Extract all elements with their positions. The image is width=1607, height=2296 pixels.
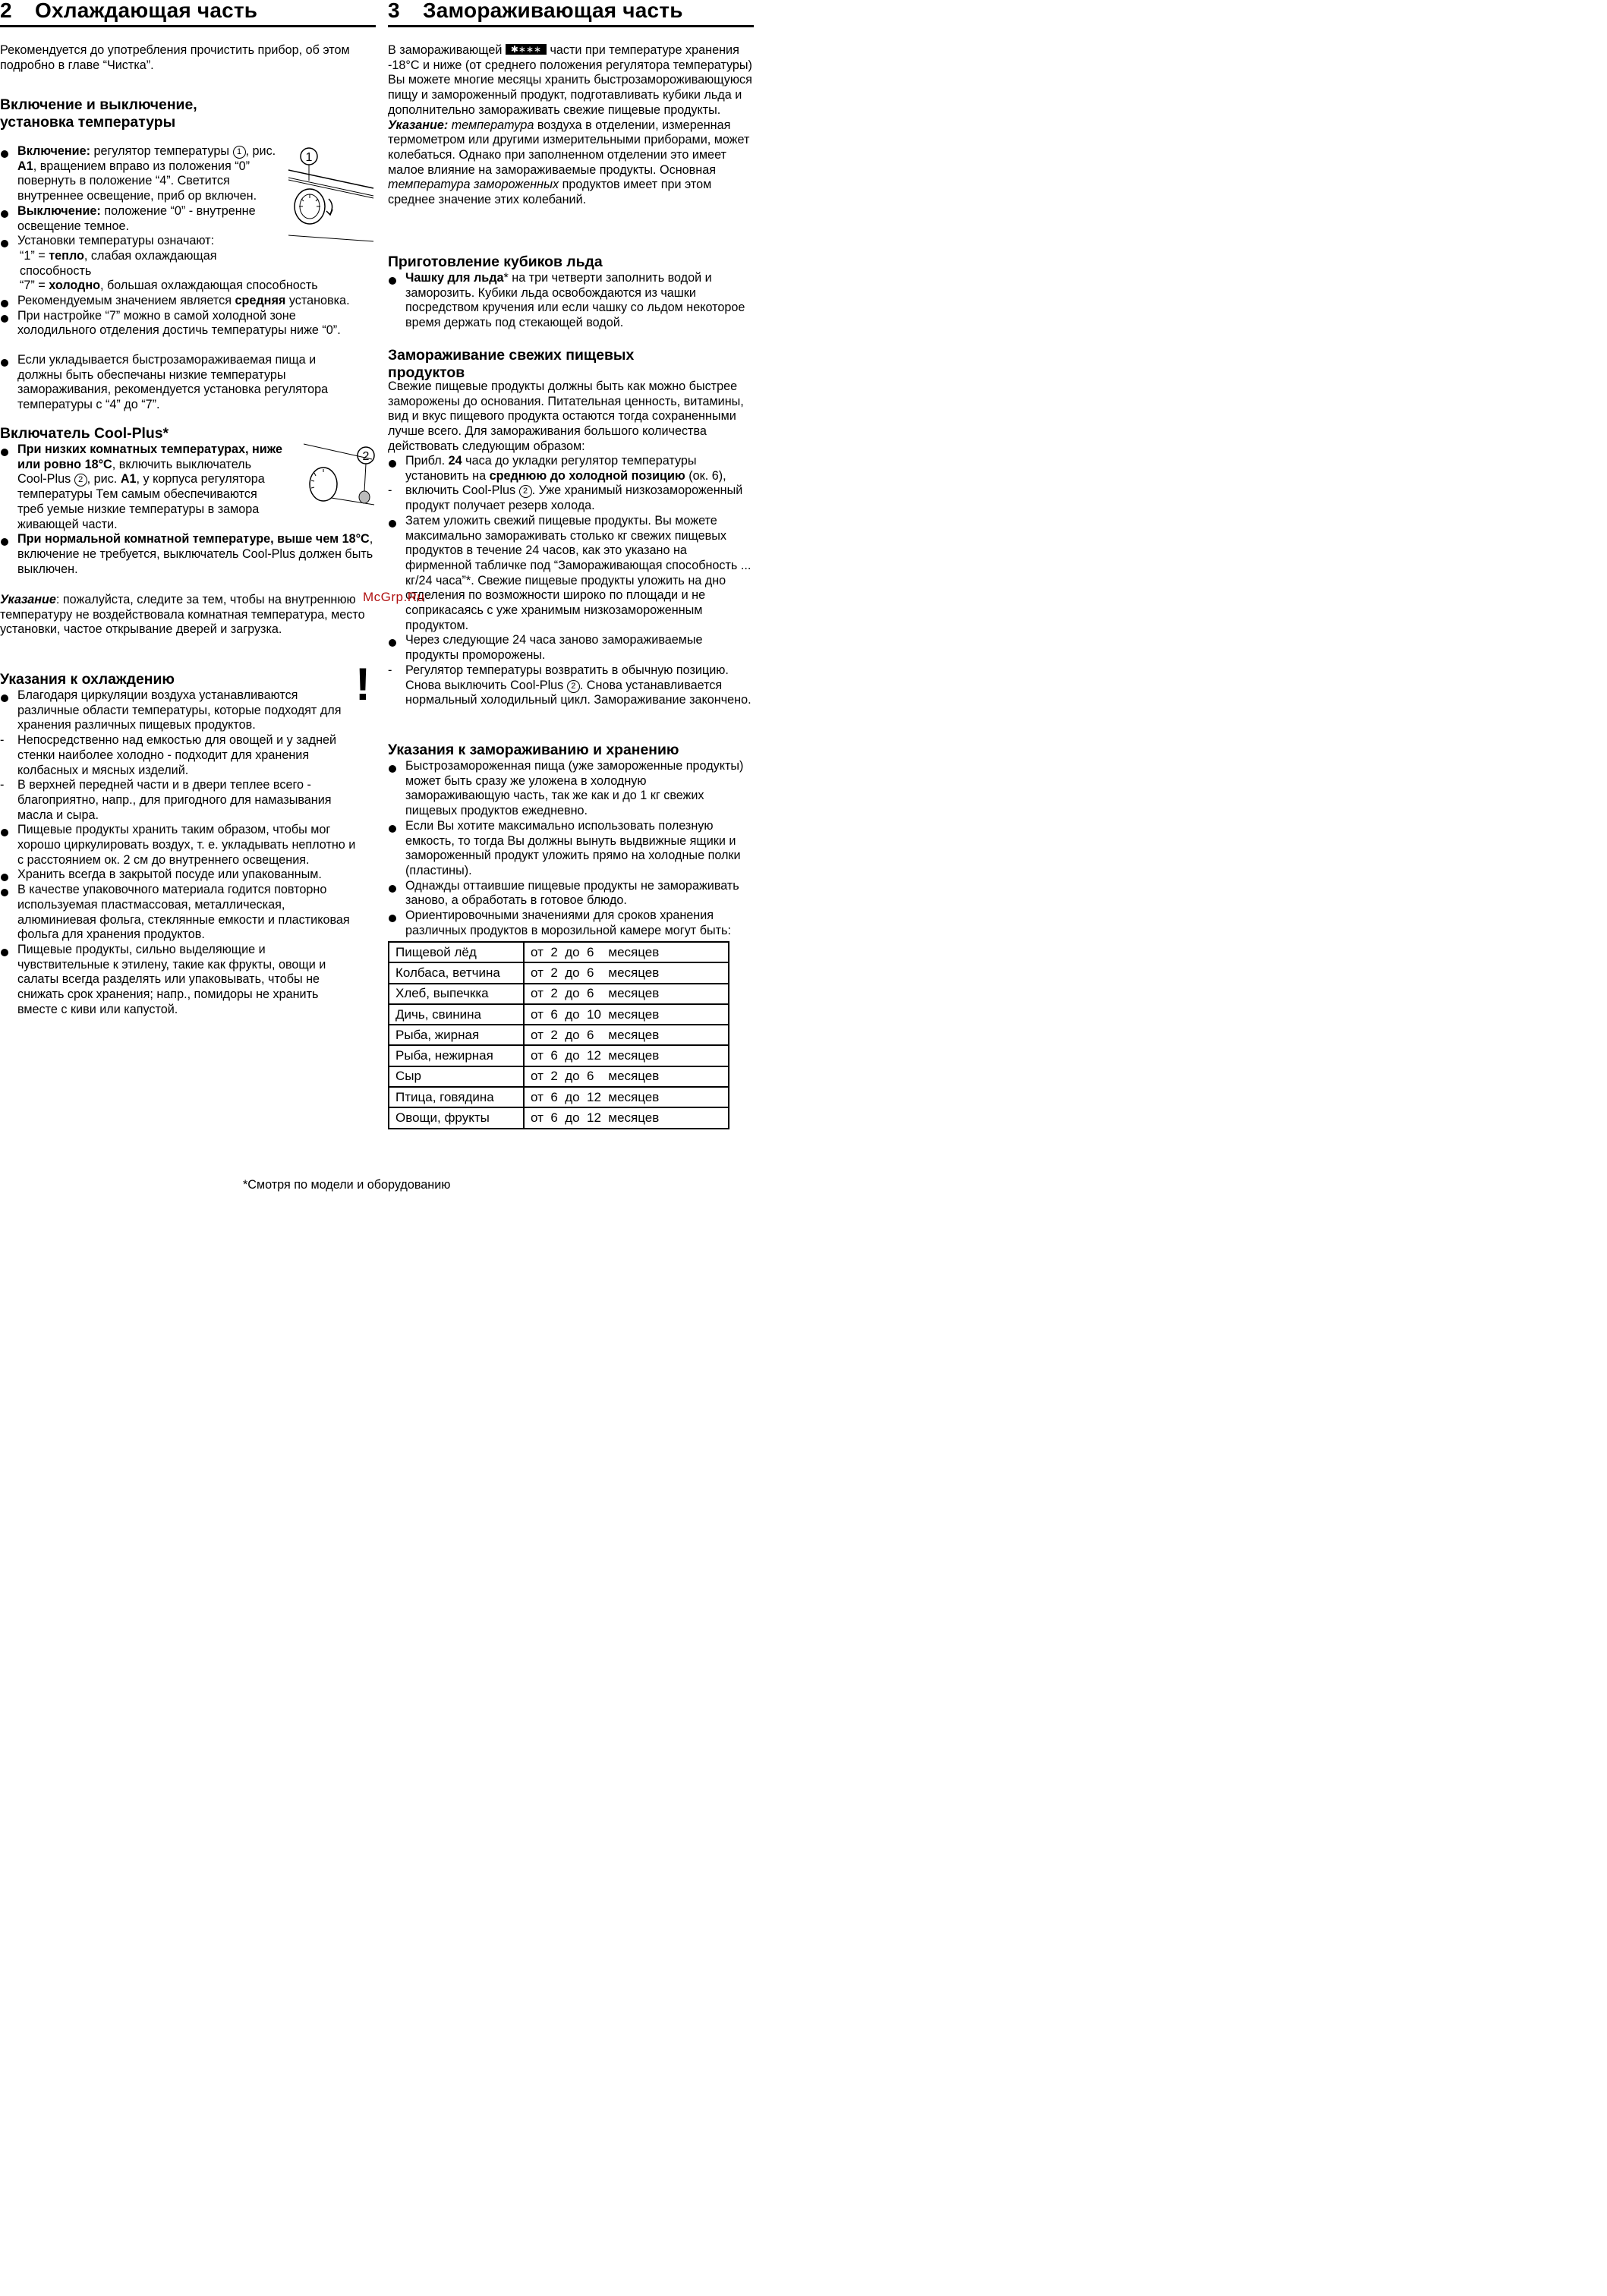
- list-item: - Непосредственно над емкостью для овощей и у задней стенки наиболее холодно - подходит для хранения колбасных и мясных изделий.: [0, 733, 357, 778]
- duration-cell: от 6 до 12 месяцев: [524, 1087, 729, 1107]
- list-item: Благодаря циркуляции воздуха устанавливаются различные области температуры, которые подходят для хранения различных пищевых продуктов.: [0, 688, 357, 733]
- list-item: Пищевые продукты, сильно выделяющие и чувствительные к этилену, такие как фрукты, овощи и салаты всегда разделять или упаковывать, чтобы не снижать срок хранения; напр., помидоры не хранить вместе с киви или капустой.: [0, 943, 357, 1018]
- product-cell: Овощи, фрукты: [389, 1107, 524, 1128]
- fresh-intro: Свежие пищевые продукты должны быть как можно быстрее заморожены до основания. Питательная ценность, витамины, вид и вкус пищевого продукта остаются тогда сохраненными лучше всего. Для замораживания большого количества действовать следующим образом:: [388, 380, 744, 453]
- product-cell: Рыба, жирная: [389, 1025, 524, 1045]
- duration-cell: от 6 до 12 месяцев: [524, 1107, 729, 1128]
- list-item: Пищевые продукты хранить таким образом, чтобы мог хорошо циркулировать воздух, т. е. укладывать неплотно и с расстоянием ок. 2 см до внутреннего освещения.: [0, 823, 357, 868]
- product-cell: Хлеб, выпечкка: [389, 984, 524, 1004]
- list-item: Однажды оттаившие пищевые продукты не замораживать заново, а обработать в готовое блюдо.: [388, 879, 754, 909]
- dial-icon: [310, 468, 337, 501]
- callout-label-2: 2: [362, 450, 370, 463]
- product-cell: Сыр: [389, 1066, 524, 1087]
- cooling-tips-list: [0, 688, 357, 1017]
- list-item: - В верхней передней части и в двери теплее всего - благоприятно, напр., для пригодного для намазывания масла и сыра.: [0, 778, 357, 823]
- storage-table: [388, 941, 729, 1129]
- fast-freeze-list: [0, 353, 357, 413]
- product-cell: Рыба, нежирная: [389, 1045, 524, 1066]
- list-item: Рекомендуемым значением является средняя установка.: [0, 294, 376, 309]
- product-cell: Птица, говядина: [389, 1087, 524, 1107]
- list-item: При настройке “7” можно в самой холодной зоне холодильного отделения достичь температуры ниже “0”.: [0, 309, 376, 339]
- heading-fresh-freeze: Замораживание свежих пищевых продуктов: [388, 347, 635, 381]
- list-item: - Регулятор температуры возвратить в обычную позицию. Снова выключить Cool-Plus 2 . Снова устанавливается нормальный холодильный цикл. Замораживание закончено.: [388, 663, 754, 708]
- table-row: [389, 1107, 729, 1128]
- table-row: [389, 1025, 729, 1045]
- table-row: [389, 1004, 729, 1025]
- heading-ice-cubes: Приготовление кубиков льда: [388, 254, 603, 270]
- storage-tips-list: [388, 759, 754, 938]
- list-item: Через следующие 24 часа заново замораживаемые продукты проморожены.: [388, 633, 754, 663]
- duration-cell: от 2 до 6 месяцев: [524, 942, 729, 962]
- section-2-title: 2 Охлаждающая часть: [0, 0, 376, 27]
- cooling-intro: Рекомендуется до употребления прочистить прибор, об этом подробно в главе “Чистка”.: [0, 43, 350, 72]
- list-item: Включение: регулятор температуры 1 , рис. А1, вращением вправо из положения “0” повернуть в положение “4”. Светится внутреннее освещение, приб ор включен.: [0, 144, 283, 204]
- list-item: Чашку для льда* на три четверти заполнить водой и заморозить. Кубики льда освобождаются из чашки посредством кручения или если чашку со льдом некоторое время держать под стекающей водой.: [388, 271, 754, 331]
- four-star-icon: ✱∗∗∗: [506, 44, 547, 55]
- heading-coolplus: Включатель Cool-Plus*: [0, 425, 169, 442]
- product-cell: Колбаса, ветчина: [389, 962, 524, 983]
- duration-cell: от 2 до 6 месяцев: [524, 1025, 729, 1045]
- duration-cell: от 2 до 6 месяцев: [524, 984, 729, 1004]
- product-cell: Дичь, свинина: [389, 1004, 524, 1025]
- left-column: [0, 0, 376, 1016]
- list-item: Установки температуры означают: “1” = тепло, слабая охлаждающая способность “7” = холодно, большая охлаждающая способность: [0, 234, 376, 294]
- table-row: [389, 1045, 729, 1066]
- list-item: Прибл. 24 часа до укладки регулятор температуры установить на среднюю до холодной позицию (ок. 6),: [388, 454, 754, 483]
- duration-cell: от 2 до 6 месяцев: [524, 1066, 729, 1087]
- list-item: При низких комнатных температурах, ниже или ровно 18°C, включить выключатель Cool-Plus 2 , рис. А1, у корпуса регулятора температуры Тем самым обеспечиваются треб уемые низкие температуры в замора живающей части.: [0, 443, 283, 532]
- heading-storage-tips: Указания к замораживанию и хранению: [388, 742, 679, 758]
- freezer-intro: В замораживающей ✱∗∗∗ части при температуре хранения -18°С и ниже (от среднего положения регулятора температуры) Вы можете многие месяцы хранить быстрозамороживающуюся пищу и замороженный продукт, подготавливать кубики льда и дополнительно замораживать свежие пищевые продукты. Указание: температура воздуха в отделении, измеренная термометром или другими измерительными приборами, может колебаться. Однако при заполненном отделении это имеет малое влияние на замораживаемые продукты. Основная температура замороженных продуктов имеет при этом среднее значение этих колебаний.: [388, 43, 752, 207]
- heading-cooling-tips: Указания к охлаждению: [0, 671, 175, 688]
- list-item: Хранить всегда в закрытой посуде или упакованным.: [0, 868, 357, 883]
- table-row: [389, 984, 729, 1004]
- list-item: Если укладывается быстрозамораживаемая пища и должны быть обеспечаны низкие температуры замораживания, рекомендуется установка регулятора температуры с “4” до “7”.: [0, 353, 357, 413]
- callout-label-1: 1: [305, 151, 313, 164]
- list-item: Если Вы хотите максимально использовать полезную емкость, то тогда Вы должны вынуть выдвижные ящики и замороженный продукт уложить прямо на холодные полки (пластины).: [388, 819, 754, 879]
- warning-exclamation: !: [355, 659, 370, 710]
- coolplus-switch-icon: [359, 491, 370, 503]
- coolplus-note: Указание: пожалуйста, следите за тем, чтобы на внутреннюю температуру не воздействовала комнатная температура, место установки, частое открывание дверей и загрузка.: [0, 593, 365, 637]
- list-item: Затем уложить свежий пищевые продукты. Вы можете максимально замораживать столько кг свежих пищевых продуктов в течение 24 часов, как это указано на фирменной табличке под “Замораживающая способность ... кг/24 часа”*. Свежие пищевые продукты уложить на дно отделения по возможности широко по площади и не соприкасаясь с уже хранимым низкозамороженным продуктом.: [388, 514, 754, 634]
- duration-cell: от 6 до 10 месяцев: [524, 1004, 729, 1025]
- list-item: В качестве упаковочного материала годится повторно используемая пластмассовая, металлическая, алюминиевая фольга, стеклянные емкости и пластиковая фольга для хранения продуктов.: [0, 883, 357, 943]
- list-item: При нормальной комнатной температуре, выше чем 18°C, включение не требуется, выключатель Cool-Plus должен быть выключен.: [0, 532, 374, 577]
- table-row: [389, 962, 729, 983]
- fresh-steps-list: [388, 454, 754, 708]
- list-item: Выключение: положение “0” - внутренне освещение темное.: [0, 204, 283, 234]
- list-item: Ориентировочными значениями для сроков хранения различных продуктов в морозильной камере могут быть:: [388, 909, 754, 938]
- figure-coolplus: [304, 443, 376, 518]
- list-item: Быстрозамороженная пища (уже замороженные продукты) может быть сразу же уложена в холодную замораживающую часть, так же как и до 1 кг свежих пищевых продуктов ежедневно.: [388, 759, 754, 819]
- table-row: [389, 1087, 729, 1107]
- duration-cell: от 6 до 12 месяцев: [524, 1045, 729, 1066]
- duration-cell: от 2 до 6 месяцев: [524, 962, 729, 983]
- table-row: [389, 1066, 729, 1087]
- heading-onoff: Включение и выключение, установка температуры: [0, 96, 197, 131]
- list-item: - включить Cool-Plus 2 . Уже хранимый низкозамороженный продукт получает резерв холода.: [388, 483, 754, 513]
- ice-list: [388, 271, 754, 331]
- section-3-title: 3 Замораживающая часть: [388, 0, 754, 27]
- footnote: *Смотря по модели и оборудованию: [243, 1178, 451, 1192]
- product-cell: Пищевой лёд: [389, 942, 524, 962]
- table-row: [389, 942, 729, 962]
- watermark: McGrp.Ru: [363, 590, 425, 604]
- figure-regulator: [285, 144, 376, 243]
